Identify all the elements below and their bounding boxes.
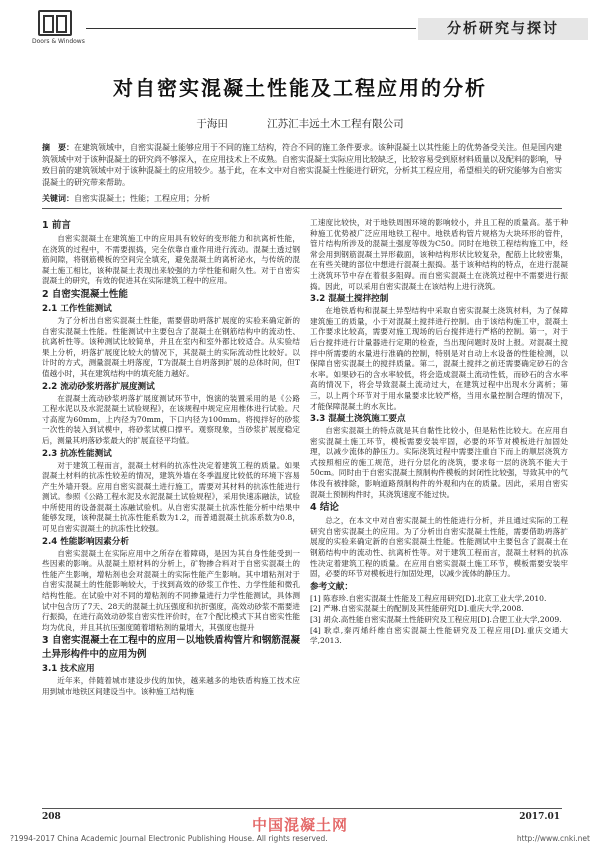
reference-item: [1] 陈春珍.自密实混凝土性能及工程应用研究[D].北京工业大学,2010. (310, 593, 547, 603)
reference-item: [3] 胡众.高性能自密实混凝土性能研究及工程应用[D].合肥工业大学,2009. (310, 615, 562, 624)
references (310, 581, 568, 647)
paragraph: 工速度比较快，对于地铁周围环境的影响较小，并且工程的质量高。基于种种施工优势被广泛应用地铁工程中。地铁盾构管片规格为大块环形的管件，管片结构所涉及的混凝土强度等级为C50。同时在地铁工程结构施工中，经常会用到钢筋混凝土异形截面，该种结构形状比较复杂，配筋上比较密集，在有些关键的部位中想进行混凝土振捣。基于该种结构的特点，在进行混凝土浇筑环节中存在着很多阻碍。而自密实混凝土在浇筑过程中不需要进行振捣。因此，可以采用自密实混凝土在该结构上进行浇筑。 (310, 218, 568, 291)
abstract (42, 142, 562, 188)
header-rule (86, 28, 416, 29)
right-column (310, 218, 568, 647)
article-title: 对自密实混凝土性能及工程应用的分析 (113, 76, 487, 100)
section-heading: 1 前言 (42, 220, 71, 231)
paragraph: 自密实混凝土在建筑施工中的应用具有较好的变形能力和抗离析性能，在浇筑的过程中，不需要振捣，完全依靠自重作用进行流动。混凝土透过钢筋间隙，将钢筋模板的空间完全填充，避免混凝土的离析泌水，与传统的混凝土施工相比，该种混凝土表现出来较强的力学性能和耐久性。对于自密实混凝土的研究，有效的促进其在实际建筑工程中的应用。 (42, 234, 300, 286)
paragraph: 自密实混凝土在实际应用中之所存在着障碍，是因为其自身性能受到一些因素的影响。从混凝土原材料的分析上，矿物掺合料对于自密实混凝土的性能产生影响，增粘剂也会对混凝土的实际性能产生影响。其中增粘剂对于自密实混凝土的性能影响较大，于找到高效的砂浆工作性、力学性能和微孔结构性能。在试验中对不同的增粘剂的不同掺量进行力学性能测试，具体测试中包含历了7天、28天的混凝土抗压强度和抗折强度，高效动砂浆不需要进行振捣，在进行高效动砂浆自密实性评价时，在7个配比模式下其自密实性能均为优良，并且其抗压强度随着增粘剂的量增大，其强度也提升 (42, 548, 300, 632)
author-affiliation: 江苏汇丰远土木工程有限公司 (267, 118, 404, 130)
issue-number: 2017.01 (519, 812, 560, 822)
logo-text: Doors & Windows (32, 38, 85, 45)
journal-logo (32, 10, 85, 48)
references-heading: 参考文献： (310, 581, 353, 592)
door-window-logo-icon (38, 10, 72, 36)
keywords-text: 自密实混凝土；性能；工程应用；分析 (74, 194, 210, 203)
section-badge: 分析研究与探讨 (418, 18, 588, 40)
author-line (0, 116, 600, 131)
reference-item: [2] 严琳.自密实混凝土的配制及其性能研究[D].重庆大学,2008. (310, 604, 524, 614)
section-heading: 3 自密实混凝土在工程中的应用－以地铁盾构管片和钢筋混凝土异形构件中的应用为例 (42, 635, 300, 661)
keywords (42, 193, 562, 204)
section-heading: 4 结论 (310, 502, 339, 514)
paragraph: 自密实混凝土的特点就是其自黏性比较小，但是粘性比较大。在应用自密实混凝土施工环节，模板需要安装牢固，必要的环节对模板进行加固处理，以减少流体的静压力。实际浇筑过程中需要注重自下而上的顺层浇筑方式按照相应的施工规范，进行分层化的浇筑，要求每一层的浇筑不能大于50cm。同时由于自密实混凝土预制构件模板的封闭性比较强，导致其中的气体没有被排除，影响道路预制构件的外观和内在的质量。因此，采用自密实混凝土预制构件时，其浇筑速度不能过快。 (310, 426, 568, 499)
subsection-heading: 3.3 混凝土浇筑施工要点 (310, 414, 406, 425)
watermark: 中国混凝土网 (251, 816, 348, 834)
abstract-text: 在建筑领域中，自密实混凝土能够应用于不同的施工结构，符合不同的施工条件要求。该种混凝土以其性能上的优势备受关注。但是国内建筑领域中对于该种混凝土的研究尚不够深入，在应用技术上不成熟。自密实混凝土实际应用比较缺乏，比较容易受到原材料质量以及配料的影响，导致目前的建筑领域中对于该种混凝土的应用较少。基于此，在本文中对自密实混凝土性能进行研究，分析其工程应用，希望相关的研究能够为自密实混凝土的研究带来帮助。 (42, 143, 562, 187)
left-column (42, 218, 300, 698)
paragraph: 为了分析出自密实混凝土性能，需要借助坍落扩展度的实验来确定新的自密实混凝土性能。性能测试中主要包含了混凝土在钢筋结构中的流动性、抗离析性等。该种测试比较简单，并且在室内和室外都比较适合。从实验结果上分析，坍落扩展度比较大的情况下，其混凝土的实际流动性比较好。以计时的方式，测量混凝土坍落度，T为混凝土自坍落到扩展的总体时间，但T值越小时，其在建筑结构中的填充能力越好。 (42, 315, 300, 378)
section-heading: 2 自密实混凝土性能 (42, 288, 128, 300)
subsection-heading: 2.2 流动砂浆坍落扩展度测试 (42, 381, 155, 392)
footer-rule (42, 808, 562, 809)
paragraph: 近年来，伴随着城市建设步伐的加快，越来越多的地铁盾构施工技术应用到城市地铁区间建设当中。该种施工结构施 (42, 676, 300, 696)
page-number: 208 (42, 812, 61, 822)
paragraph: 在混凝土流动砂浆坍落扩展度测试环节中，饱演的装置采用的是《公路工程水泥以及水泥混凝土试验规程》，在该规程中规定应用椎体进行试验。尺寸高度为60mm，上内径为70mm，下口内径为100mm。将搅拌好的砂浆一次性的装入到试模中，将砂浆试模口撑平。观察现象，当砂浆扩展度稳定后，测量其坍落砂浆最大的扩展直径平均值。 (42, 393, 300, 445)
abstract-label: 摘 要： (42, 142, 74, 152)
paragraph: 总之，在本文中对自密实混凝土的性能进行分析，并且通过实际的工程研究自密实混凝土的应用。为了分析出自密实混凝土性能，需要借助坍落扩展度的实验来确定新的自密实混凝土性能。性能测试中主要包含了混凝土在钢筋结构中的流动性、抗离析性等。对于建筑工程而言，混凝土材料的抗冻性决定着建筑工程的质量。在应用自密实混凝土施工环节，模板需要安装牢固，必要的环节对模板进行加固处理，以减少流体的静压力。 (310, 516, 568, 579)
keywords-label: 关键词： (42, 193, 74, 203)
paragraph: 在地铁盾构和混凝土异型结构中采取自密实混凝土浇筑材料，为了保障建筑施工的质量，小于对混凝土搅拌进行控制。由于该结构施工中，混凝土工作要求比较高，需要对施工现场的后台搅拌进行严格的控制。第一，对于后台搅拌进行计量器进行定期的检查，当出现问题时及时上报。对混凝土搅拌中所需要的水量进行准确的控制，特别是对自动上水设备的性能检测，以保障自密实混凝土的搅拌质量。第二，混凝土搅拌之前还需要确定砂石的含水率。如果砂石的含水率较低，将会造成混凝土流动性低，而砂石的含水率高的情况下，将会导致混凝土流动过大，在建筑过程中出现水分离析；第三，以上两个环节对于用水量要求比较严格，当用水量控制合理的情况下，才能保障混凝土的水灰比。 (310, 306, 568, 411)
subsection-heading: 2.3 抗冻性能测试 (42, 448, 112, 459)
author-name: 于海田 (196, 118, 228, 130)
subsection-heading: 3.2 混凝土搅拌控制 (310, 294, 389, 305)
copyright-line (10, 834, 590, 843)
copyright-text: ?1994-2017 China Academic Journal Electronic Publishing House. All rights reserved. (10, 834, 328, 843)
reference-item: [4] 耿卓,秦丙烯纤维自密实混凝土性能研究及工程应用[D].重庆交通大学,2013. (310, 625, 568, 646)
subsection-heading: 3.1 技术应用 (42, 664, 95, 675)
paragraph: 对于建筑工程而言，混凝土材料的抗冻性决定着建筑工程的质量。如果混凝土材料的抗冻性较差的情况，建筑外墙在冬季温度比较低的环境下容易产生外墙开裂。应用自密实混凝土进行施工，需要对其材料的抗冻性能进行测试。参照《公路工程水泥及水泥混凝土试验规程》，采用快速冻融法，试验中所使用的设备混凝土冻融试验机。从自密实混凝土抗冻性能分析中结果中能够发现，该种混凝土抗冻性能系数为1.2，而普通混凝土抗冻系数为0.8，可见自密实混凝土的抗冻性比较强。 (42, 460, 300, 534)
cnki-link[interactable]: http://www.cnki.net (516, 834, 590, 843)
abstract-divider (42, 208, 562, 209)
subsection-heading: 2.1 工作性能测试 (42, 303, 112, 314)
subsection-heading: 2.4 性能影响因素分析 (42, 536, 129, 547)
